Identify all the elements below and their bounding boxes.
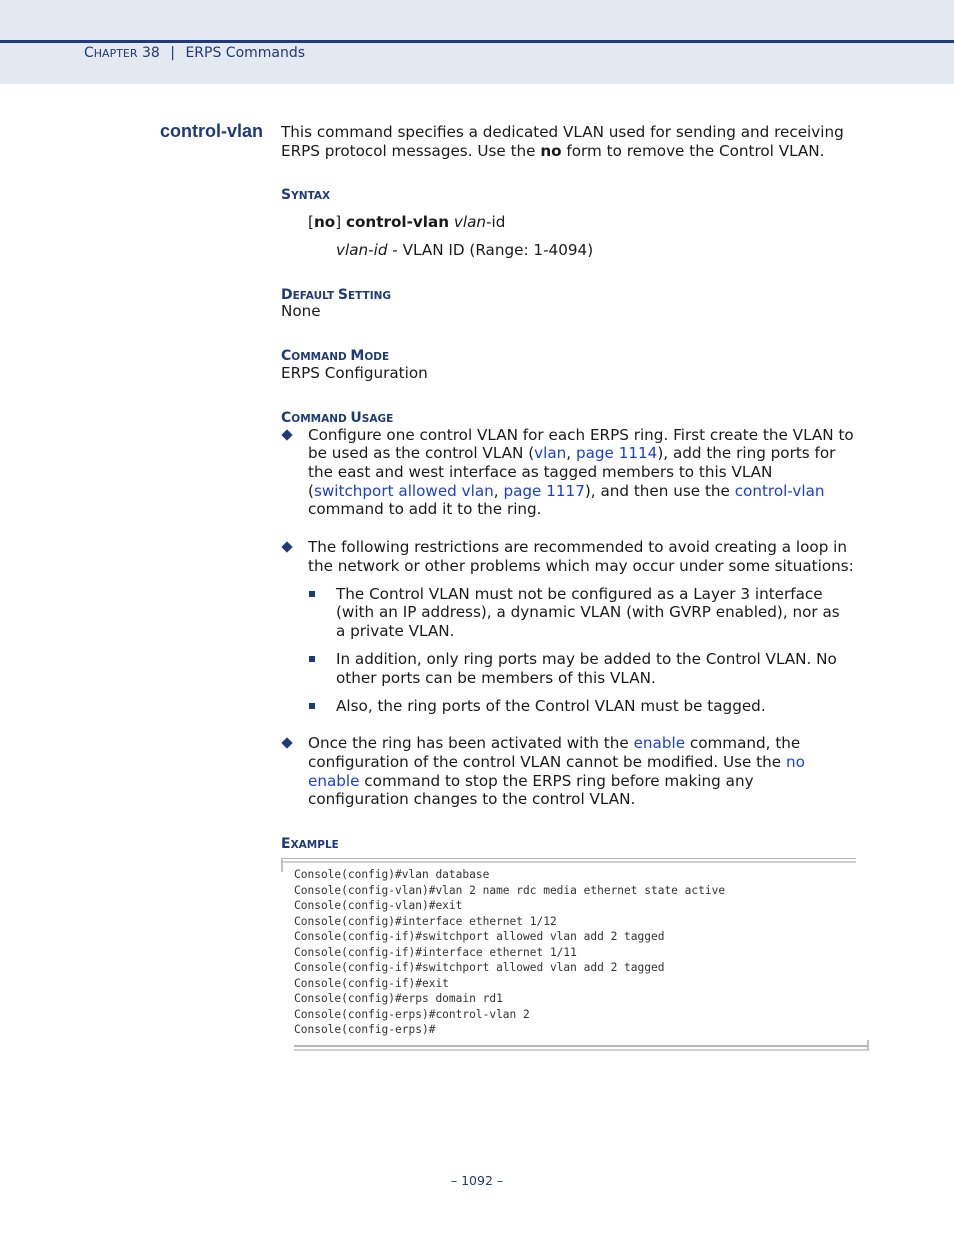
text: ), and then use the bbox=[584, 482, 735, 500]
diamond-bullet-icon bbox=[281, 737, 292, 748]
syntax-line bbox=[308, 213, 505, 232]
sub-bullet-3-line-1: Also, the ring ports of the Control VLAN must be tagged. bbox=[336, 697, 766, 715]
diamond-bullet-icon bbox=[281, 541, 292, 552]
code-border-left bbox=[281, 858, 283, 872]
usage-bullet-2-line-1: The following restrictions are recommended to avoid creating a loop in bbox=[308, 538, 848, 556]
code-line: Console(config)#erps domain rd1 bbox=[294, 992, 503, 1005]
link-control-vlan[interactable]: control-vlan bbox=[734, 482, 825, 500]
square-bullet-icon bbox=[309, 703, 315, 709]
sub-bullet-1-line-1: The Control VLAN must not be configured as a Layer 3 interface bbox=[336, 585, 823, 603]
command-name: control-vlan bbox=[160, 121, 264, 141]
link-page-1114[interactable]: page 1114 bbox=[575, 444, 658, 462]
ds-head-first: D bbox=[281, 287, 293, 303]
square-bullet-icon bbox=[309, 656, 315, 662]
syntax-bracket-open: [ bbox=[308, 213, 314, 231]
code-example-box bbox=[281, 858, 869, 1054]
text: , bbox=[493, 482, 504, 500]
example-heading bbox=[281, 834, 339, 852]
link-vlan[interactable]: vlan bbox=[534, 444, 567, 462]
code-block bbox=[294, 867, 725, 1038]
cu-head-rest: OMMAND bbox=[291, 413, 351, 425]
sub-bullet-1-line-3: a private VLAN. bbox=[336, 622, 455, 640]
usage-bullet-3-line-4: configuration changes to the control VLAN. bbox=[308, 790, 636, 808]
cm-head-first: C bbox=[281, 348, 292, 364]
usage-bullet-3-line-2 bbox=[308, 753, 805, 772]
code-border-bottom-shadow bbox=[294, 1049, 869, 1051]
syntax-no: no bbox=[313, 213, 336, 231]
text: ), add the ring ports for bbox=[657, 444, 836, 462]
syntax-head-rest: YNTAX bbox=[291, 190, 331, 202]
header-separator: | bbox=[170, 45, 175, 61]
header-rule bbox=[0, 40, 954, 43]
sub-bullet-1-line-2: (with an IP address), a dynamic VLAN (with GVRP enabled), nor as bbox=[336, 603, 840, 621]
usage-bullet-1-line-5: command to add it to the ring. bbox=[308, 500, 542, 518]
text: command to stop the ERPS ring before making any bbox=[359, 772, 754, 790]
desc-text-end: form to remove the Control VLAN. bbox=[561, 142, 825, 160]
link-no-enable-cont[interactable]: enable bbox=[308, 772, 360, 790]
default-setting-heading bbox=[281, 285, 391, 303]
square-bullet-icon bbox=[309, 591, 315, 597]
text: configuration of the control VLAN cannot be modified. Use the bbox=[308, 753, 786, 771]
code-line: Console(config-if)#exit bbox=[294, 976, 449, 990]
code-line: Console(config)#vlan database bbox=[294, 868, 490, 881]
usage-bullet-2-line-2: the network or other problems which may occur under some situations: bbox=[308, 557, 854, 575]
text: , bbox=[566, 444, 576, 462]
syntax-head-first: S bbox=[281, 187, 292, 203]
cm-head-rest2: ODE bbox=[364, 351, 390, 363]
syntax-parameter bbox=[336, 241, 593, 260]
text: command, the bbox=[685, 734, 801, 752]
cu-head-rest2: SAGE bbox=[361, 413, 394, 425]
chapter-number: 38 bbox=[141, 45, 160, 61]
syntax-arg-rest: -id bbox=[486, 213, 506, 231]
command-mode-value: ERPS Configuration bbox=[281, 364, 428, 382]
desc-text: ERPS protocol messages. Use the bbox=[281, 142, 541, 160]
code-border-right bbox=[867, 1040, 869, 1051]
sub-bullet-2-line-2: other ports can be members of this VLAN. bbox=[336, 669, 656, 687]
ex-head-rest: XAMPLE bbox=[290, 839, 339, 851]
usage-bullet-1-line-4 bbox=[308, 482, 825, 501]
param-description: - VLAN ID (Range: 1-4094) bbox=[387, 241, 594, 259]
code-line: Console(config-vlan)#vlan 2 name rdc media ethernet state active bbox=[294, 883, 726, 897]
default-setting-value: None bbox=[281, 302, 321, 320]
ds-head-rest: EFAULT bbox=[292, 290, 338, 302]
sub-bullet-2-line-1: In addition, only ring ports may be added to the Control VLAN. No bbox=[336, 650, 837, 668]
code-border-bottom bbox=[294, 1045, 869, 1047]
code-line: Console(config-if)#interface ethernet 1/11 bbox=[294, 945, 577, 959]
ds-head-rest2: ETTING bbox=[347, 290, 392, 302]
code-line: Console(config-if)#switchport allowed vlan add 2 tagged bbox=[294, 961, 665, 974]
description-line-1: This command specifies a dedicated VLAN used for sending and receiving bbox=[281, 123, 844, 141]
description-line-2 bbox=[281, 142, 825, 161]
param-name: vlan-id bbox=[336, 241, 388, 259]
syntax-bracket-close: ] bbox=[335, 213, 346, 231]
ex-head-first: E bbox=[281, 836, 291, 852]
link-switchport-allowed-vlan[interactable]: switchport allowed vlan bbox=[313, 482, 494, 500]
code-line: Console(config-vlan)#exit bbox=[294, 899, 463, 912]
chapter-label-rest: HAPTER bbox=[93, 47, 138, 60]
text: ( bbox=[308, 482, 314, 500]
code-line: Console(config-erps)# bbox=[294, 1023, 436, 1036]
syntax-arg: vlan bbox=[453, 213, 487, 231]
ds-head-first2: S bbox=[337, 287, 348, 303]
usage-bullet-3-line-1 bbox=[308, 734, 800, 753]
cm-head-rest: OMMAND bbox=[291, 351, 351, 363]
page-number: – 1092 – bbox=[450, 1173, 504, 1188]
chapter-header bbox=[84, 45, 305, 61]
usage-bullet-3-line-3 bbox=[308, 772, 754, 791]
chapter-label-first: C bbox=[84, 45, 94, 61]
usage-bullet-1-line-3: the east and west interface as tagged members to this VLAN bbox=[308, 463, 773, 481]
code-line: Console(config-erps)#control-vlan 2 bbox=[294, 1007, 530, 1021]
cu-head-first2: U bbox=[350, 410, 362, 426]
chapter-title: ERPS Commands bbox=[185, 45, 306, 61]
cu-head-first: C bbox=[281, 410, 292, 426]
syntax-command: control-vlan bbox=[345, 213, 450, 231]
code-line: Console(config)#interface ethernet 1/12 bbox=[294, 914, 557, 928]
link-no-enable[interactable]: no bbox=[785, 753, 805, 771]
link-enable[interactable]: enable bbox=[633, 734, 686, 752]
link-page-1117[interactable]: page 1117 bbox=[503, 482, 585, 500]
syntax-heading bbox=[281, 185, 330, 203]
command-mode-heading bbox=[281, 346, 389, 364]
diamond-bullet-icon bbox=[281, 429, 292, 440]
usage-bullet-1-line-1: Configure one control VLAN for each ERPS ring. First create the VLAN to bbox=[308, 426, 854, 444]
text: be used as the control VLAN ( bbox=[308, 444, 535, 462]
code-line: Console(config-if)#switchport allowed vlan add 2 tagged bbox=[294, 930, 665, 943]
code-border-top-shadow bbox=[281, 861, 856, 863]
code-border-top bbox=[281, 858, 856, 859]
command-usage-heading bbox=[281, 408, 393, 426]
text: Once the ring has been activated with the bbox=[308, 734, 634, 752]
cm-head-first2: M bbox=[350, 348, 365, 364]
desc-no-keyword: no bbox=[540, 142, 562, 160]
usage-bullet-1-line-2 bbox=[308, 444, 835, 463]
